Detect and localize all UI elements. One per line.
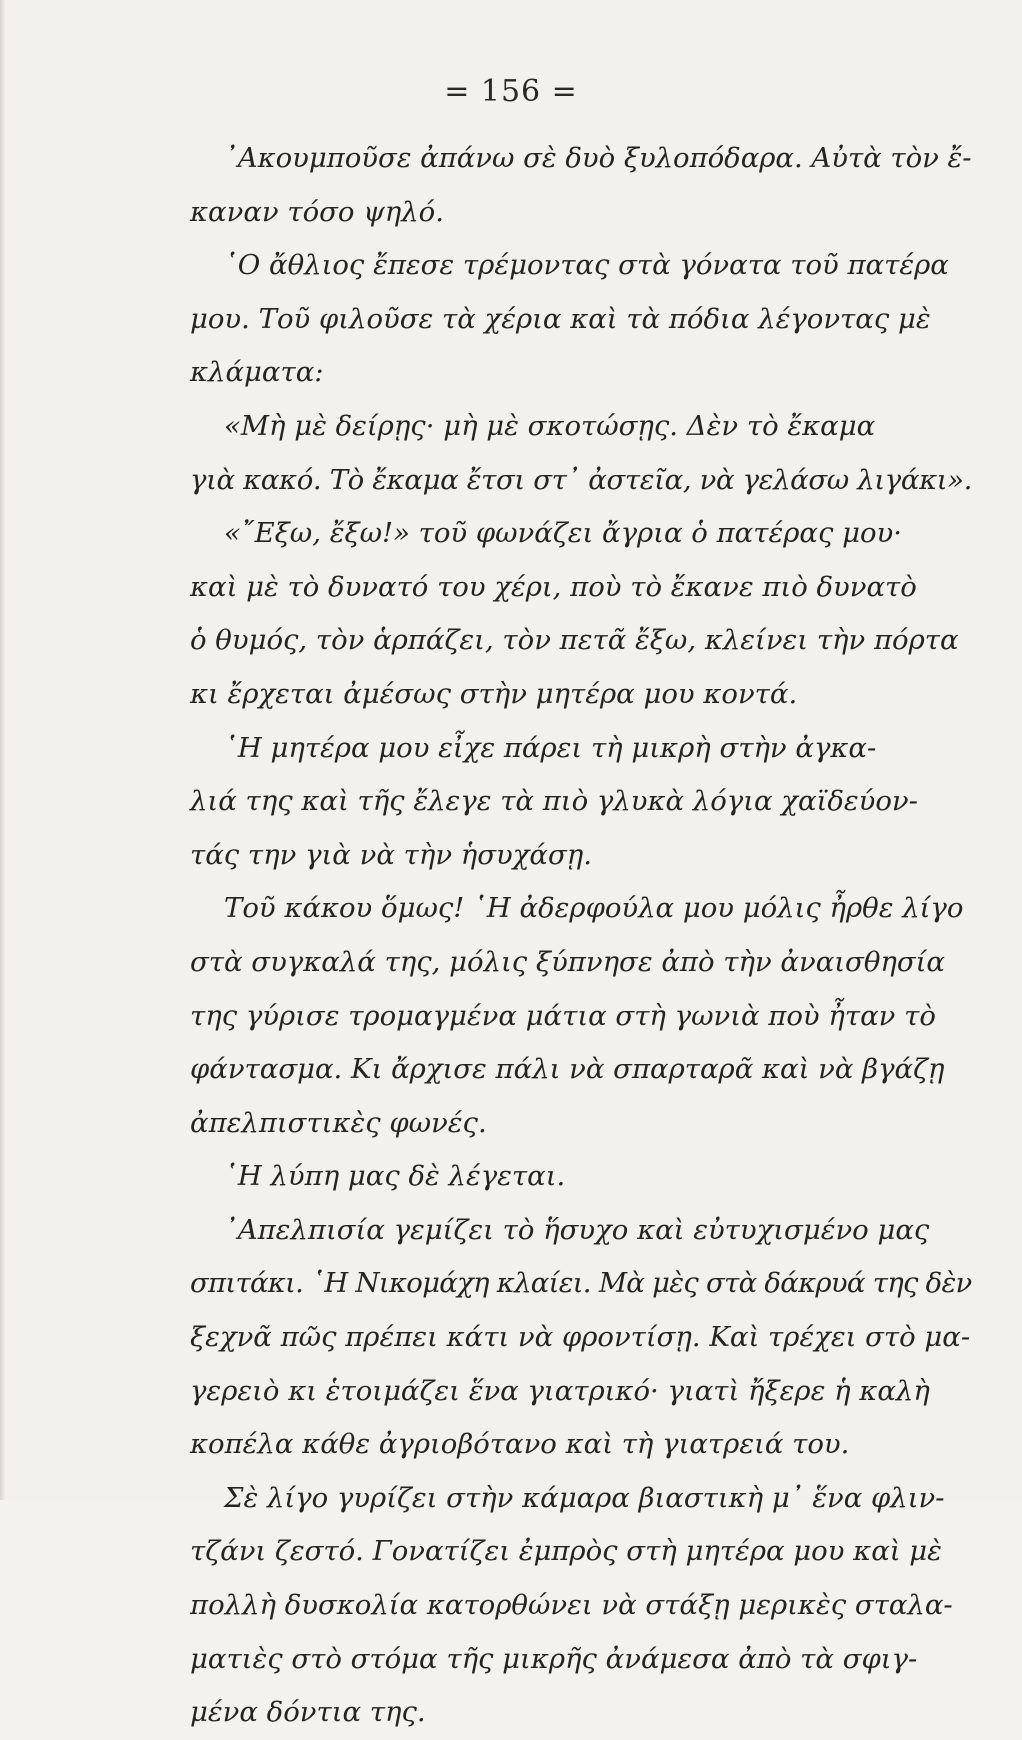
text-line: γερειὸ κι ἑτοιμάζει ἕνα γιατρικό· γιατὶ ἤξερε ἡ καλὴ [190,1374,930,1407]
text-line: της γύρισε τρομαγμένα μάτια στὴ γωνιὰ ποὺ ἦταν τὸ [190,999,936,1032]
text-line: γιὰ κακό. Τὸ ἔκαμα ἔτσι στ᾿ ἀστεῖα, νὰ γελάσω λιγάκι». [190,463,973,496]
page-gutter-shadow [0,0,6,1500]
body-text [190,132,972,1740]
text-line: κοπέλα κάθε ἀγριοβότανο καὶ τὴ γιατρειά του. [190,1428,850,1461]
text-line: ὁ θυμός, τὸν ἁρπάζει, τὸν πετᾶ ἔξω, κλείνει τὴν πόρτα [190,624,959,657]
text-line: ᾿Απελπισία γεμίζει τὸ ἥσυχο καὶ εὐτυχισμένο μας [224,1213,930,1246]
text-line: καὶ μὲ τὸ δυνατό του χέρι, ποὺ τὸ ἔκανε πιὸ δυνατὸ [190,570,917,603]
text-line: ῾Η λύπη μας δὲ λέγεται. [224,1160,566,1193]
text-line: κι ἔρχεται ἀμέσως στὴν μητέρα μου κοντά. [190,677,798,710]
text-line: στὰ συγκαλά της, μόλις ξύπνησε ἀπὸ τὴν ἀναισθησία [190,945,945,978]
text-line: σπιτάκι. ῾Η Νικομάχη κλαίει. Μὰ μὲς στὰ δάκρυά της δὲν [190,1267,972,1300]
text-line: Τοῦ κάκου ὅμως! ῾Η ἀδερφούλα μου μόλις ἦρθε λίγο [224,892,964,925]
text-line: ξεχνᾶ πῶς πρέπει κάτι νὰ φροντίσῃ. Καὶ τρέχει στὸ μα- [190,1321,971,1354]
text-line: ματιὲς στὸ στόμα τῆς μικρῆς ἀνάμεσα ἀπὸ τὰ σφιγ- [190,1642,918,1675]
text-line: ῾Ο ἄθλιος ἔπεσε τρέμοντας στὰ γόνατα τοῦ πατέρα [224,249,949,282]
text-line: ἀπελπιστικὲς φωνές. [190,1106,487,1139]
text-line: φάντασμα. Κι ἄρχισε πάλι νὰ σπαρταρᾶ καὶ νὰ βγάζῃ [190,1053,945,1086]
text-line: ῾Η μητέρα μου εἶχε πάρει τὴ μικρὴ στὴν ἀγκα- [224,731,877,764]
text-line: τζάνι ζεστό. Γονατίζει ἐμπρὸς στὴ μητέρα μου καὶ μὲ [190,1535,942,1568]
page-number: = 156 = [444,74,578,109]
text-line: «῎Εξω, ἔξω!» τοῦ φωνάζει ἄγρια ὁ πατέρας μου· [224,517,902,550]
text-line: τάς την γιὰ νὰ τὴν ἡσυχάσῃ. [190,838,592,871]
text-line: πολλὴ δυσκολία κατορθώνει νὰ στάξῃ μερικὲς σταλα- [190,1589,953,1622]
text-line: κλάματα: [190,356,324,389]
text-line: καναν τόσο ψηλό. [190,195,444,228]
text-line: μένα δόντια της. [190,1696,426,1729]
text-line: «Μὴ μὲ δείρῃς· μὴ μὲ σκοτώσῃς. Δὲν τὸ ἔκαμα [224,409,876,442]
text-line: μου. Τοῦ φιλοῦσε τὰ χέρια καὶ τὰ πόδια λέγοντας μὲ [190,302,931,335]
text-line: ᾿Ακουμποῦσε ἀπάνω σὲ δυὸ ξυλοπόδαρα. Αὐτὰ τὸν ἔ- [224,142,972,174]
text-line: Σὲ λίγο γυρίζει στὴν κάμαρα βιαστικὴ μ᾿ ἕνα φλιν- [224,1481,945,1514]
text-line: λιά της καὶ τῆς ἔλεγε τὰ πιὸ γλυκὰ λόγια χαϊδεύον- [190,785,918,818]
